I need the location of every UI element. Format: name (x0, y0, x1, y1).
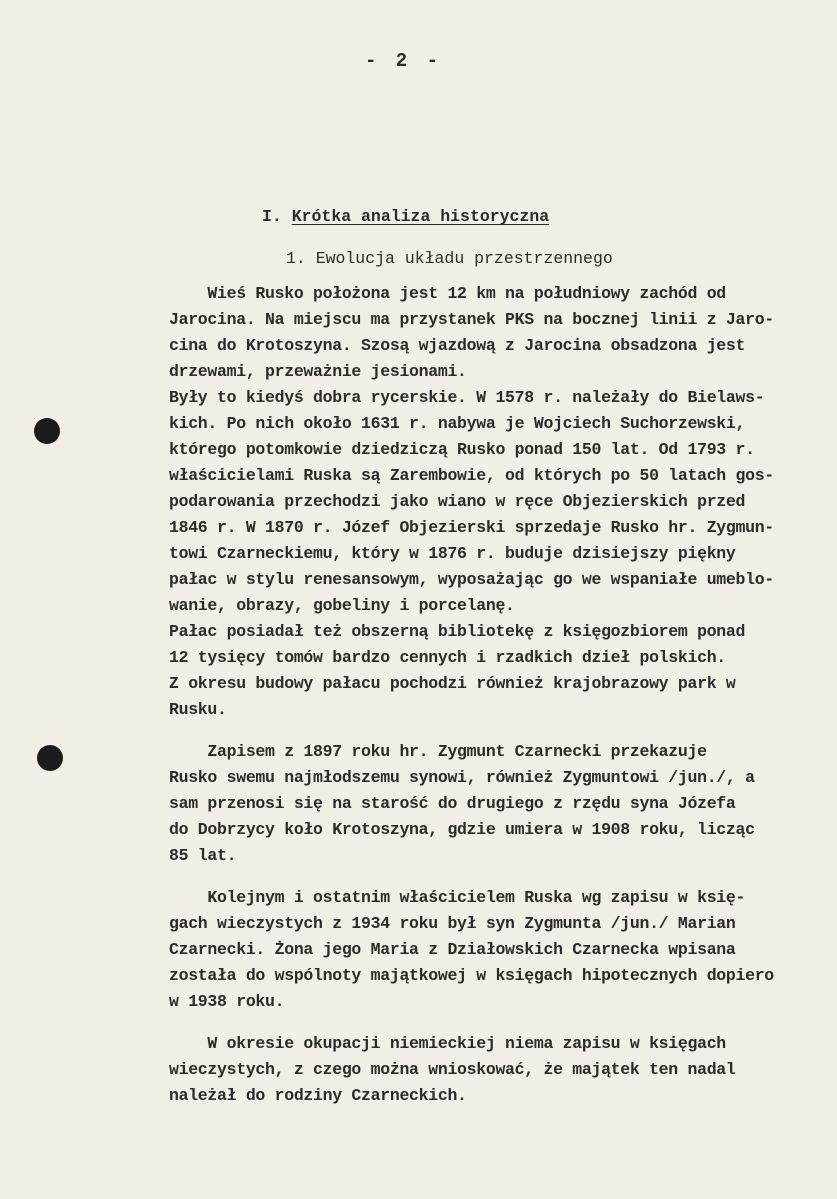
text-line: Były to kiedyś dobra rycerskie. W 1578 r. należały do Bielaws- (169, 388, 765, 407)
text-line: W okresie okupacji niemieckiej niema zapisu w księgach (169, 1034, 726, 1053)
binder-hole-top (34, 418, 60, 444)
text-line: pałac w stylu renesansowym, wyposażając go we wspaniałe umeblo- (169, 570, 774, 589)
text-line: którego potomkowie dziedziczą Rusko ponad 150 lat. Od 1793 r. (169, 440, 755, 459)
section-number: I. (262, 207, 282, 226)
page-number: - 2 - (365, 50, 443, 72)
text-line: Zapisem z 1897 roku hr. Zygmunt Czarnecki przekazuje (169, 742, 707, 761)
text-line: 85 lat. (169, 846, 237, 865)
text-line: towi Czarneckiemu, który w 1876 r. buduje dzisiejszy piękny (169, 544, 736, 563)
text-line: należał do rodziny Czarneckich. (169, 1086, 467, 1105)
text-line: Z okresu budowy pałacu pochodzi również krajobrazowy park w (169, 674, 736, 693)
text-line: gach wieczystych z 1934 roku był syn Zygmunta /jun./ Marian (169, 914, 736, 933)
text-line: Rusko swemu najmłodszemu synowi, również Zygmuntowi /jun./, a (169, 768, 755, 787)
text-line: właścicielami Ruska są Zarembowie, od których po 50 latach gos- (169, 466, 774, 485)
text-line: Jarocina. Na miejscu ma przystanek PKS na bocznej linii z Jaro- (169, 310, 774, 329)
section-heading (262, 207, 549, 226)
subsection-title: 1. Ewolucja układu przestrzennego (286, 249, 613, 268)
text-line: drzewami, przeważnie jesionami. (169, 362, 467, 381)
section-title: Krótka analiza historyczna (291, 207, 550, 226)
text-line: wieczystych, z czego można wnioskować, że majątek ten nadal (169, 1060, 736, 1079)
text-line: kich. Po nich około 1631 r. nabywa je Wojciech Suchorzewski, (169, 414, 746, 433)
text-line: Pałac posiadał też obszerną bibliotekę z księgozbiorem ponad (169, 622, 746, 641)
text-line: Rusku. (169, 700, 227, 719)
text-line: została do wspólnoty majątkowej w księgach hipotecznych dopiero (169, 966, 774, 985)
text-line: podarowania przechodzi jako wiano w ręce Objezierskich przed (169, 492, 746, 511)
text-line: Wieś Rusko położona jest 12 km na południowy zachód od (169, 284, 726, 303)
text-line: sam przenosi się na starość do drugiego z rzędu syna Józefa (169, 794, 736, 813)
text-line: 12 tysięcy tomów bardzo cennych i rzadkich dzieł polskich. (169, 648, 726, 667)
text-line: w 1938 roku. (169, 992, 285, 1011)
text-line: do Dobrzycy koło Krotoszyna, gdzie umiera w 1908 roku, licząc (169, 820, 755, 839)
text-line: Czarnecki. Żona jego Maria z Działowskich Czarnecka wpisana (169, 940, 736, 959)
text-line: 1846 r. W 1870 r. Józef Objezierski sprzedaje Rusko hr. Zygmun- (169, 518, 774, 537)
text-line: cina do Krotoszyna. Szosą wjazdową z Jarocina obsadzona jest (169, 336, 746, 355)
text-line: wanie, obrazy, gobeliny i porcelanę. (169, 596, 515, 615)
text-line: Kolejnym i ostatnim właścicielem Ruska wg zapisu w księ- (169, 888, 746, 907)
binder-hole-bottom (37, 745, 63, 771)
